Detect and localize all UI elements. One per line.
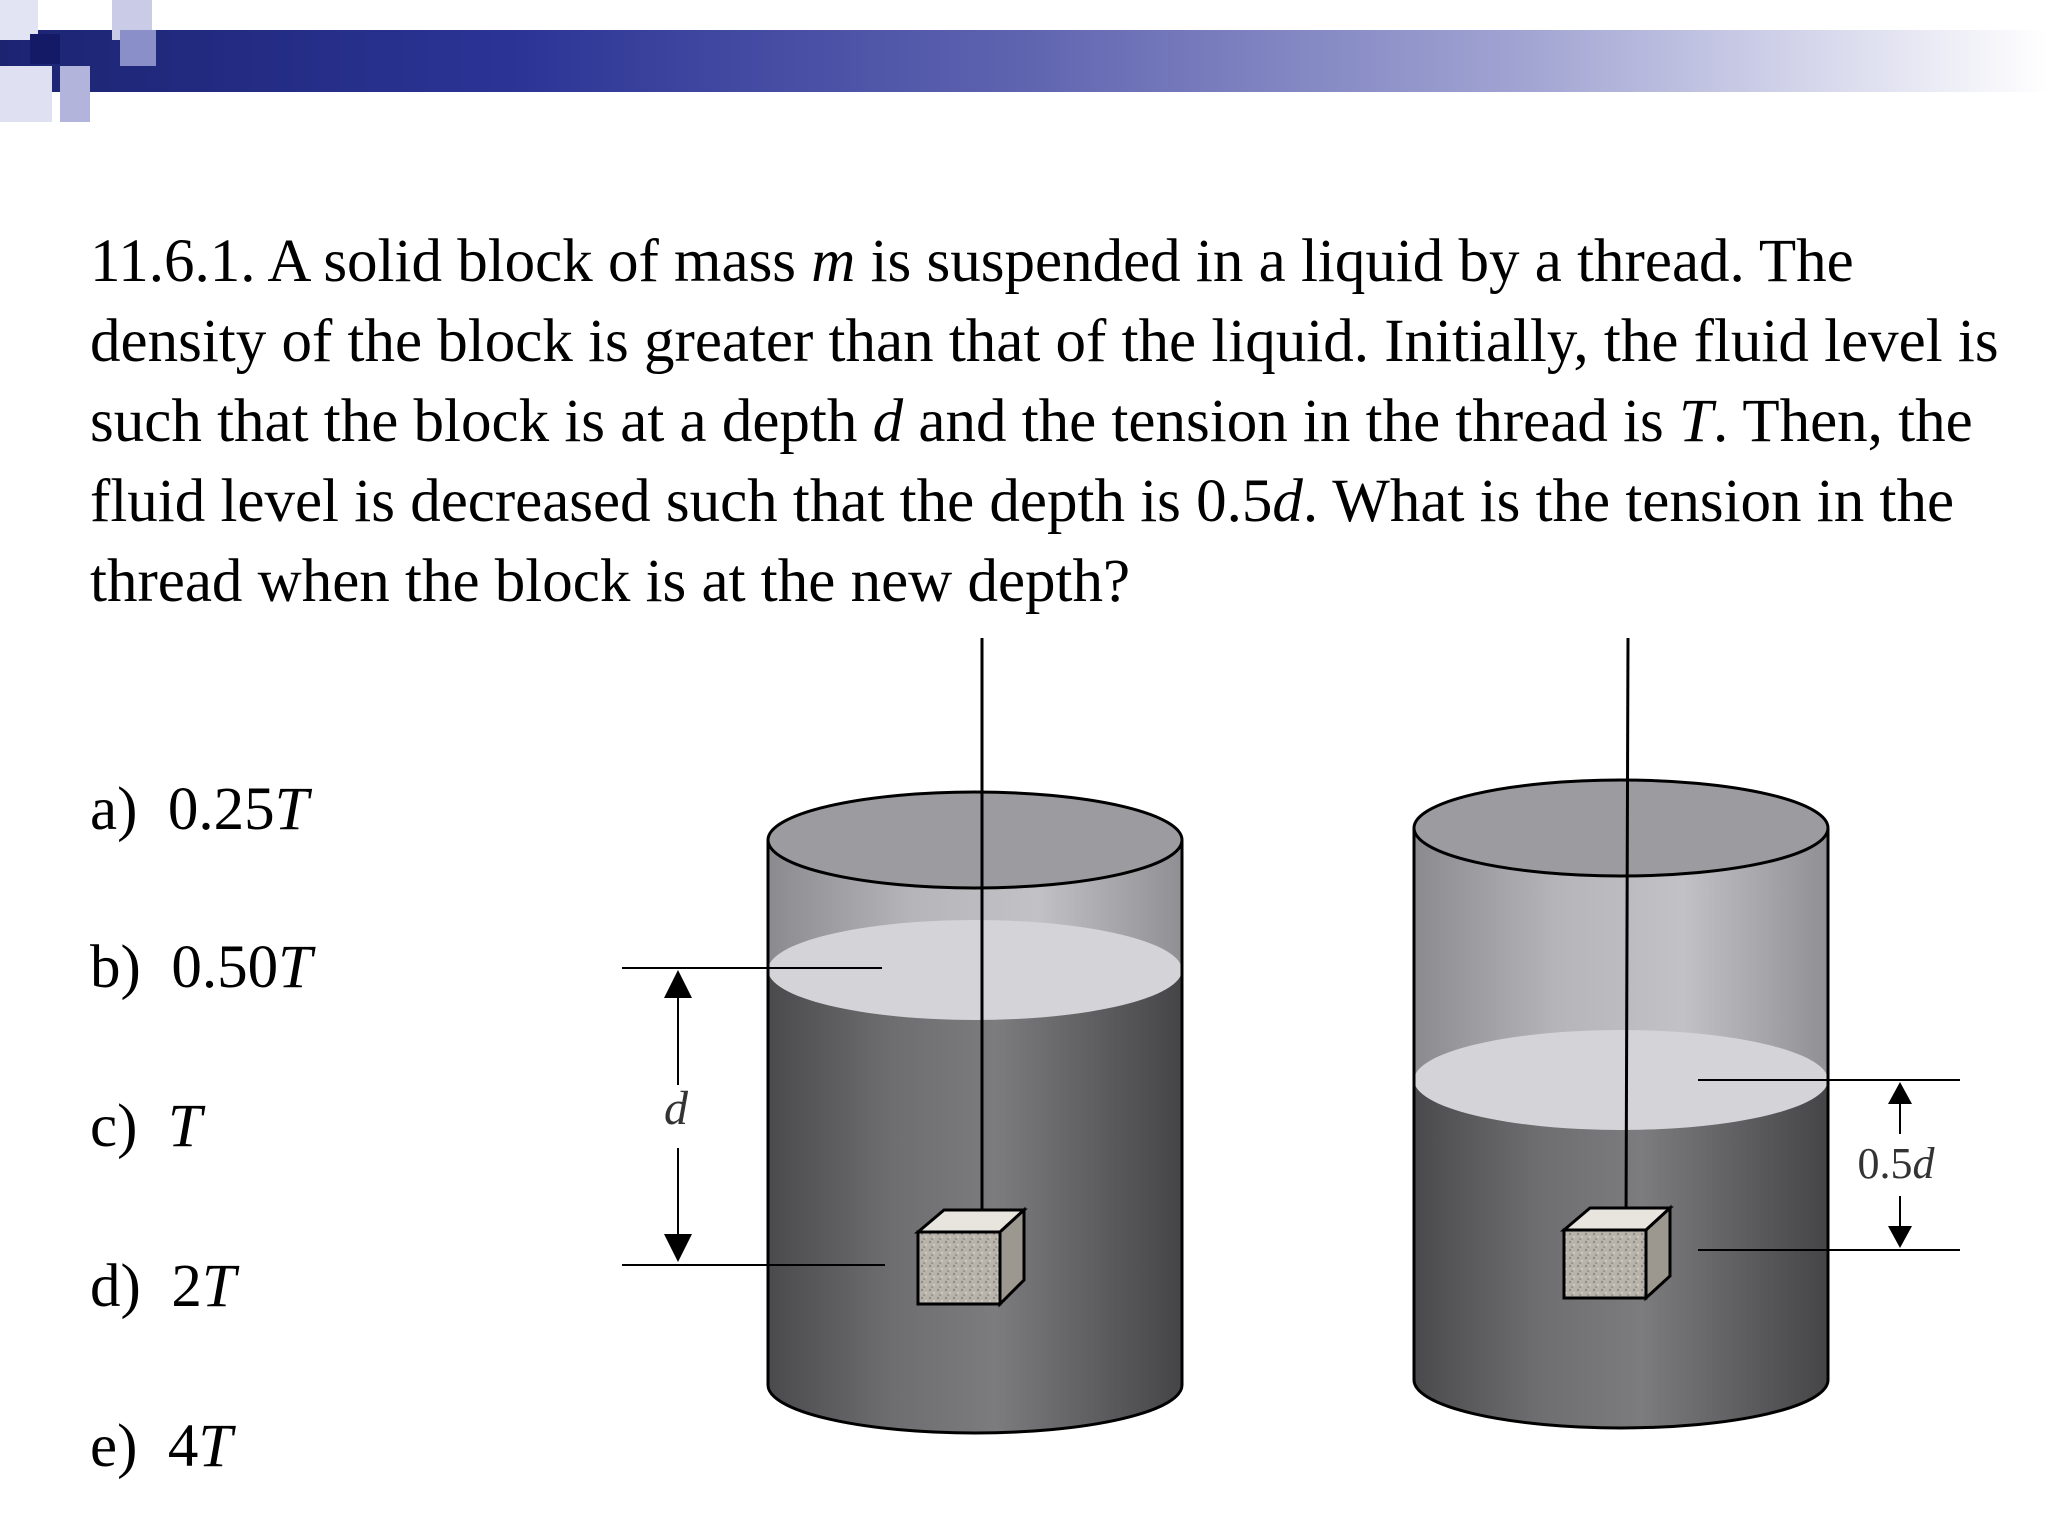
left-block xyxy=(918,1210,1024,1304)
left-dim-arrow-up xyxy=(664,970,692,998)
right-container xyxy=(1414,638,1960,1428)
left-liquid-body xyxy=(768,970,1182,1433)
left-depth-label: d xyxy=(664,1082,688,1135)
choice-d: d) 2T xyxy=(90,1253,236,1320)
right-block xyxy=(1564,1208,1670,1298)
right-thread xyxy=(1626,638,1628,1228)
choice-a: a) 0.25T xyxy=(90,776,309,843)
right-dim-arrow-up xyxy=(1888,1082,1912,1104)
right-dim-arrow-down xyxy=(1888,1226,1912,1248)
left-container xyxy=(622,638,1182,1433)
left-liquid-surface xyxy=(768,920,1182,1020)
choice-b: b) 0.50T xyxy=(90,934,313,1001)
choice-c: c) T xyxy=(90,1093,202,1160)
left-dim-arrow-down xyxy=(664,1234,692,1262)
left-container-rim xyxy=(768,792,1182,888)
right-depth-label: 0.5d xyxy=(1857,1139,1935,1188)
choice-e: e) 4T xyxy=(90,1413,233,1480)
question-number: 11.6.1. xyxy=(90,228,256,295)
right-container-rim xyxy=(1414,780,1828,876)
question-text: 11.6.1. A solid block of mass m is suspended in a liquid by a thread. The density of the block is greater than that of the liquid. Initially, the fluid level is such that the block is at a depth d and the tension in the thread is T. Then, the fluid level is decreased such that the depth is 0.5d. What is the tension in the thread when the block is at the new depth? xyxy=(90,228,1999,615)
